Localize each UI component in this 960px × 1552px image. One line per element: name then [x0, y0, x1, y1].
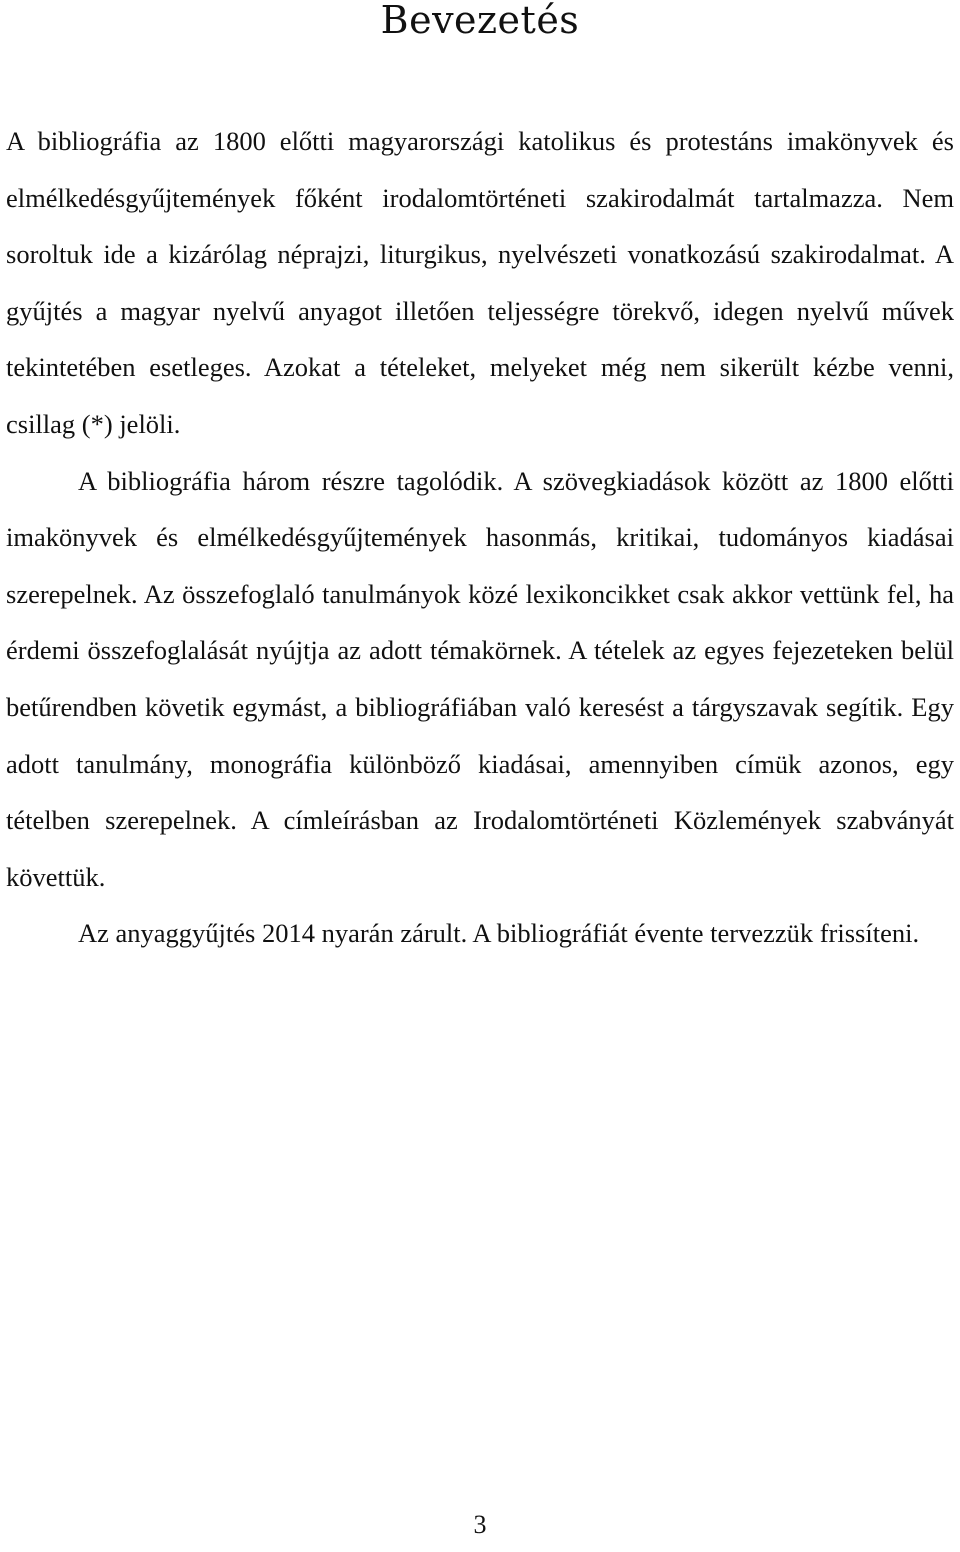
body-text — [6, 113, 954, 962]
paragraph-scope: A bibliográfia az 1800 előtti magyarországi katolikus és protestáns imakönyvek és elmélkedésgyűjtemények főként irodalomtörténeti szakirodalmát tartalmazza. Nem soroltuk ide a kizárólag néprajzi, liturgikus, nyelvészeti vonatkozású szakirodalmat. A gyűjtés a magyar nyelvű anyagot illetően teljességre törekvő, idegen nyelvű művek tekintetében esetleges. Azokat a tételeket, melyeket még nem sikerült kézbe venni, csillag (*) jelöli. — [6, 126, 954, 439]
page-number: 3 — [473, 1510, 487, 1539]
page-title: Bevezetés — [380, 0, 580, 42]
paragraph-closing: Az anyaggyűjtés 2014 nyarán zárult. A bibliográfiát évente tervezzük frissíteni. — [78, 918, 920, 949]
paragraph-structure: A bibliográfia három részre tagolódik. A szövegkiadások között az 1800 előtti imakönyvek és elmélkedésgyűjtemények hasonmás, kritikai, tudományos kiadásai szerepelnek. Az összefoglaló tanulmányok közé lexikoncikket csak akkor vettünk fel, ha érdemi összefoglalását nyújtja az adott témakörnek. A tételek az egyes fejezeteken belül betűrendben követik egymást, a bibliográfiában való keresést a tárgyszavak segítik. Egy adott tanulmány, monográfia különböző kiadásai, amennyiben címük azonos, egy tételben szerepelnek. A címleírásban az Irodalomtörténeti Közlemények szabványát követtük. — [6, 465, 954, 892]
